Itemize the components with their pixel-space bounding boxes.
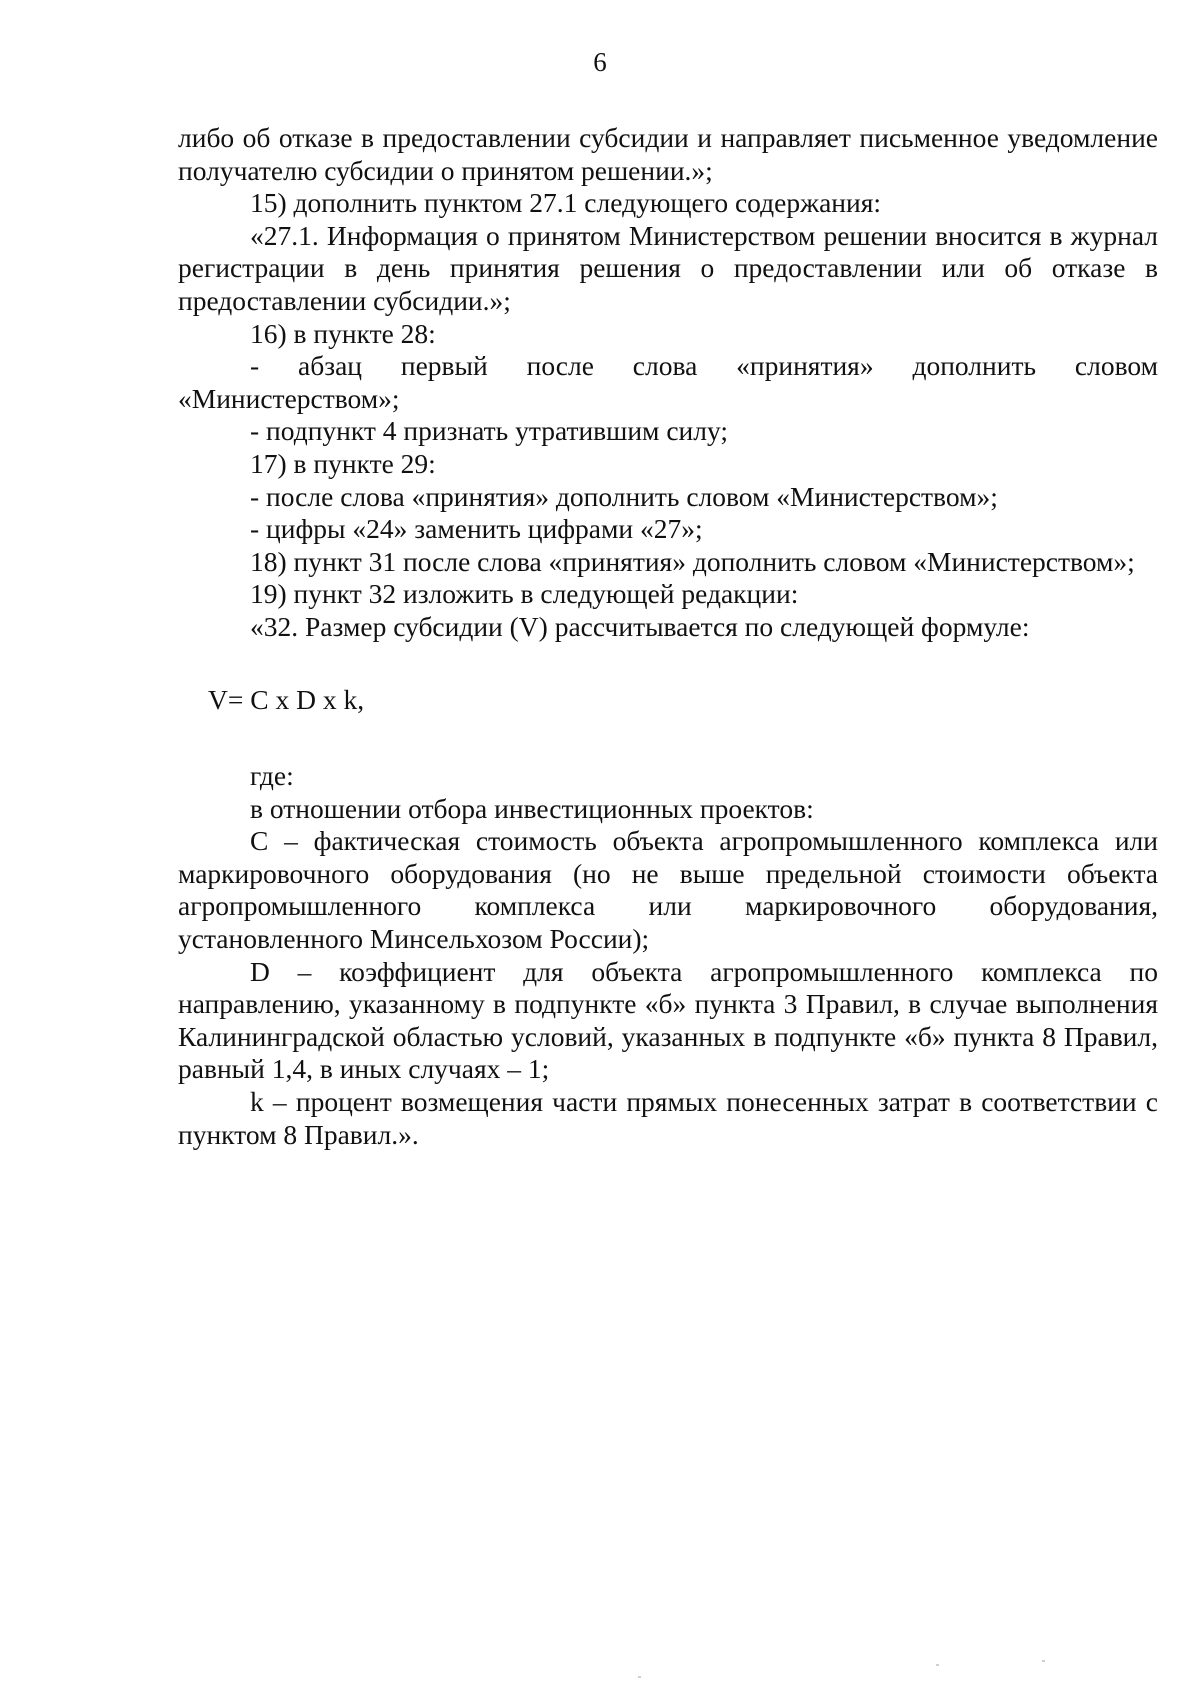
definition-c: С – фактическая стоимость объекта агропромышленного комплекса или маркировочного оборудования (но не выше предельной стоимости объекта агропромышленного комплекса или маркировочного оборудования, установленного Минсельхозом России); xyxy=(178,825,1158,955)
paragraph-8: - цифры «24» заменить цифрами «27»; xyxy=(250,513,703,545)
paragraph-7: - после слова «принятия» дополнить словом «Министерством»; xyxy=(250,480,998,512)
paragraph-3: 16) в пункте 28: xyxy=(250,317,436,349)
paragraph-9: 18) пункт 31 после слова «принятия» дополнить словом «Министерством»; xyxy=(250,545,1135,577)
paragraph-4: - абзац первый после слова «принятия» дополнить словом «Министерством»; xyxy=(178,350,1158,414)
scan-speck xyxy=(1042,1660,1045,1662)
paragraph-11: «32. Размер субсидии (V) рассчитывается по следующей формуле: xyxy=(250,610,1030,642)
definition-where: где: xyxy=(250,760,294,792)
definition-scope: в отношении отбора инвестиционных проектов: xyxy=(250,792,814,824)
scan-speck xyxy=(936,1664,939,1666)
paragraph-0: либо об отказе в предоставлении субсидии и направляет письменное уведомление получателю субсидии о принятом решении.»; xyxy=(178,122,1158,186)
paragraph-6: 17) в пункте 29: xyxy=(250,447,436,479)
subsidy-formula: V= C x D x k, xyxy=(208,683,365,715)
paragraph-2: «27.1. Информация о принятом Министерством решении вносится в журнал регистрации в день принятия решения о предоставлении или об отказе в предоставлении субсидии.»; xyxy=(178,219,1158,316)
definition-d: D – коэффициент для объекта агропромышленного комплекса по направлению, указанному в подпункте «б» пункта 3 Правил, в случае выполнения Калининградской областью условий, указанных в подпункте «б» пункта 8 Правил, равный 1,4, в иных случаях – 1; xyxy=(178,955,1158,1085)
paragraph-5: - подпункт 4 признать утратившим силу; xyxy=(250,415,729,447)
definition-k: k – процент возмещения части прямых понесенных затрат в соответствии с пунктом 8 Правил.». xyxy=(178,1086,1158,1150)
scan-speck xyxy=(638,1676,641,1678)
document-body xyxy=(178,122,1158,1151)
page-number: 6 xyxy=(593,47,607,77)
paragraph-10: 19) пункт 32 изложить в следующей редакции: xyxy=(250,578,799,610)
paragraph-1: 15) дополнить пунктом 27.1 следующего содержания: xyxy=(250,187,882,219)
